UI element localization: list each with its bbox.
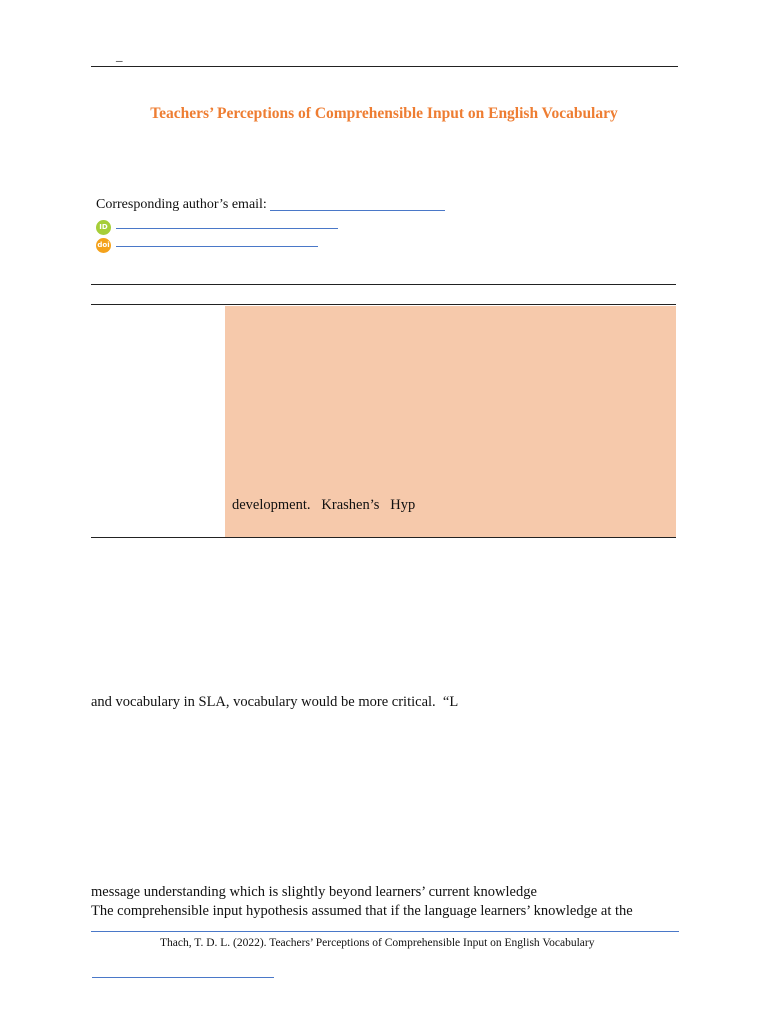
header-rule (91, 66, 678, 67)
abstract-bottom-rule (91, 537, 676, 538)
email-label: Corresponding author’s email: (96, 197, 267, 212)
abstract-top-rule (91, 284, 676, 285)
doi-row (96, 232, 318, 253)
email-link[interactable] (270, 210, 445, 211)
body-line-hypothesis: The comprehensible input hypothesis assumed that if the language learners’ knowledge at the (91, 903, 633, 919)
corresponding-author-row (96, 196, 445, 214)
footer-rule (91, 931, 679, 932)
orcid-icon: ID (96, 220, 111, 235)
abstract-text: development. Krashen’s Hyp (232, 497, 416, 513)
doi-link[interactable] (116, 246, 318, 247)
abstract-header-rule (91, 304, 676, 305)
orcid-link[interactable] (116, 228, 338, 229)
running-header-mark: _ (116, 48, 123, 63)
body-line-message: message understanding which is slightly beyond learners’ current knowledge (91, 884, 537, 900)
article-title: Teachers’ Perceptions of Comprehensible Input on English Vocabulary (150, 105, 618, 122)
footer-citation: Thach, T. D. L. (2022). Teachers’ Perceptions of Comprehensible Input on English Vocabulary (160, 937, 595, 949)
doi-icon: doi (96, 238, 111, 253)
footer-link-line[interactable] (92, 977, 274, 978)
body-line-vocabulary: and vocabulary in SLA, vocabulary would be more critical. “L (91, 694, 459, 710)
